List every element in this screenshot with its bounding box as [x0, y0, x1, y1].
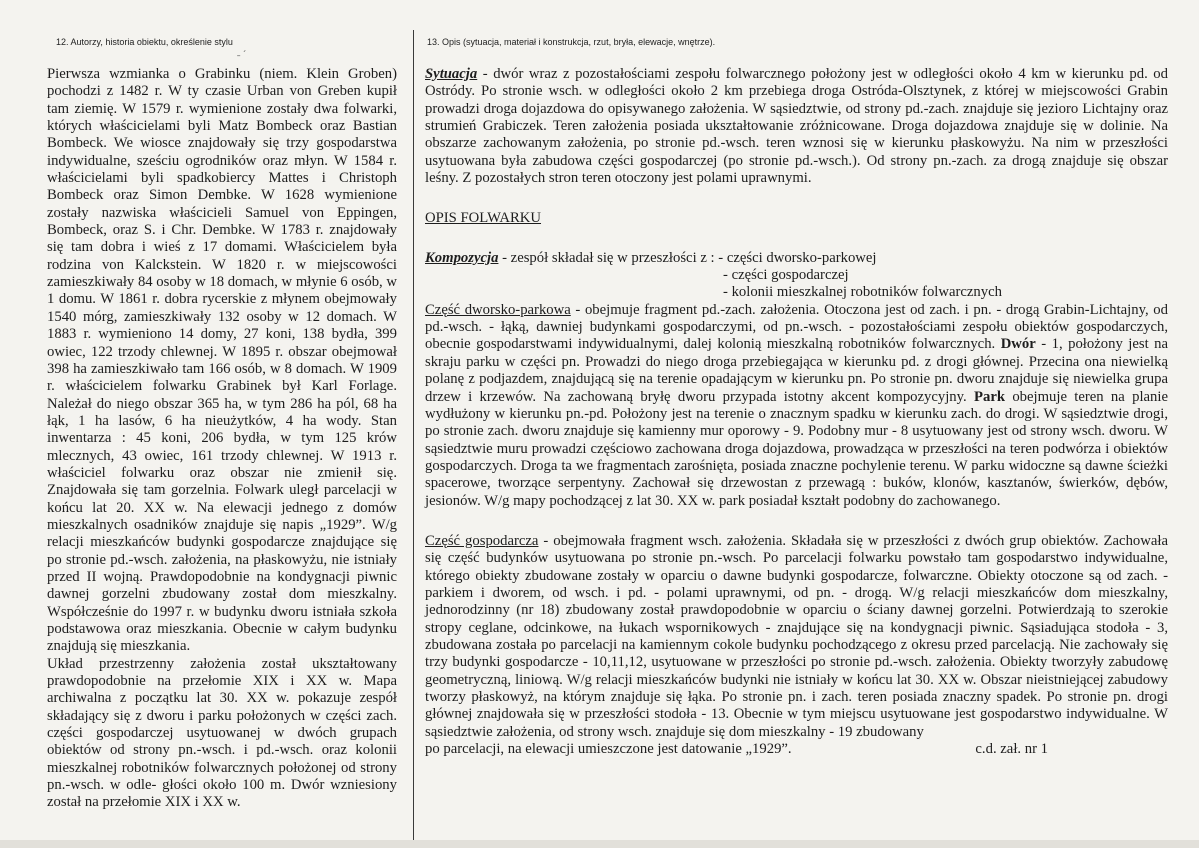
dworsko-parkowa-text: - obejmuje fragment pd.-zach. założenia. Otoczona jest od zach. i pn. - drogą Grabin-Lichtajny, od pd.-wsch. - łąką, dawniej budynkami gospodarczymi, od pn.-wsch. - pozostałościami zespołu obiektów gospodarczych, obecnie gospodarstwami indywidualnymi, dalej kolonią mieszkalną robotników folwarcznych.: [425, 301, 1168, 353]
gospodarcza-text: - obejmowała fragment wsch. założenia. Składała się w przeszłości z dwóch grup obiektów. Zachowała się część budynków usytuowana po stronie pn.-wsch. Po parcelacji folwarku powstało tam gospodarstwo indywidualne, którego obiekty zbudowane zostały w oparciu o dawne budynki gospodarcze, folwarczne. Obiekty otoczone są od zach. - parkiem i dworem, od wsch. i pd. - polami uprawnymi, od pn. - drogą. W/g relacji mieszkańców dom mieszkalny, jednorodzinny (nr 18) zbudowany został prawdopodobnie w oparciu o ściany dawnej gorzelni. Potwierdzają to szerokie stropy ceglane, odcinkowe, na łukach wspornikowych - znajdujące się na kondygnacji piwnic. Sąsiadująca stodoła - 3, zbudowana została po parcelacji na kamiennym cokole budynku pochodzącego z okresu przed parcelacją. Nie zachowały się trzy budynki gospodarcze - 10,11,12, usytuowane w przeszłości po stronie pd.-wsch. założenia. Obiekty tworzyły zabudowę geometryczną, liniową. W/g relacji mieszkańców budynki nie istniały w końcu lat 30. XX w. Obszar nieistniejącej zabudowy tworzy płaskowyż, na którym znajduje się łąka. Po stronie pn. i zach. teren posiada znaczny spadek. Po stronie pn. drogi głównej znajdowała się w przeszłości stodoła - 13. Obecnie w tym miejscu usytuowane jest gospodarstwo indywidualne. W sąsiedztwie założenia, od strony wsch. znajduje się dom mieszkalny - 19 zbudowany: [425, 532, 1168, 740]
description-column: [425, 66, 1168, 758]
section-heading: OPIS FOLWARKU: [425, 210, 542, 227]
continuation-note: c.d. zał. nr 1: [975, 741, 1048, 758]
gospodarcza-paragraph: [425, 533, 1168, 741]
dwor-text: - 1, położony jest na skraju parku w części pn. Prowadzi do niego droga przebiegająca w kierunku pd. z drogi głównej. Przecina ona niewielką polanę z podjazdem, znajdującą się na terenie opadającym w kierunku pn. Po stronie pn. dworu znajduje się niewielka grupa drzew i krzewów. Na zachowaną bryłę dworu przypada istotny akcent kompozycyjny.: [425, 336, 1169, 405]
kompozycja-item: - kolonii mieszkalnej robotników folwarcznych: [723, 284, 1002, 301]
left-column-header: 12. Autorzy, historia obiektu, określenie stylu: [56, 37, 233, 47]
final-line: [425, 741, 1168, 758]
page-bottom-edge: [0, 840, 1199, 848]
dworsko-parkowa-label: Część dworsko-parkowa: [425, 301, 571, 318]
history-column: [47, 66, 397, 812]
gospodarcza-label: Część gospodarcza: [425, 532, 539, 549]
column-divider: [413, 30, 414, 845]
kompozycja-text: - zespół składał się w przeszłości z : - części dworsko-parkowej: [498, 249, 877, 266]
gospodarcza-last-line: po parcelacji, na elewacji umieszczone jest datowanie „1929”.: [425, 741, 792, 758]
pen-mark: ˗ ˊ: [237, 50, 247, 61]
sytuacja-paragraph: [425, 66, 1168, 187]
kompozycja-label: Kompozycja: [425, 249, 499, 266]
dwor-label: Dwór: [1000, 336, 1036, 353]
sytuacja-text: - dwór wraz z pozostałościami zespołu folwarcznego położony jest w odległości około 4 km w kierunku pd. od Ostródy. Po stronie wsch. w odległości około 2 km przebiega droga Ostróda-Olsztynek, z której w miejscowości Grabin prowadzi droga dojazdowa do opisywanego założenia. W sąsiedztwie, od strony pd.-zach. znajduje się jezioro Lichtajny oraz strumień Grabiczek. Teren założenia posiada ukształtowanie zróżnicowane. Droga dojazdowa znajduje się w dolinie. Na obszarze zachowanym założenia, po stronie pd.-wsch. teren wznosi się w kierunku płaskowyżu. Na nim w przeszłości usytuowana była zabudowa części gospodarczej (po stronie pd.-wsch.). Od strony pn.-zach. za drogą znajduje się obszar leśny. Z pozostałych stron teren otoczony jest polami uprawnymi.: [425, 66, 1168, 187]
history-paragraph-2: Układ przestrzenny założenia został ukształtowany prawdopodobnie na przełomie XIX i XX w. Mapa archiwalna z początku lat 30. XX w. pokazuje zespół składający się z dworu i parku położonych w części zach. części gospodarczej usytuowanej w dwóch grupach obiektów od strony pn.-wsch. i pd.-wsch. oraz kolonii mieszkalnej robotników folwarcznych położonej od strony pn.-wsch. w odle- głości około 100 m. Dwór wzniesiony został na przełomie XIX i XX w.: [47, 655, 397, 811]
dworsko-parkowa-paragraph: [425, 302, 1168, 510]
history-paragraph-1: Pierwsza wzmianka o Grabinku (niem. Klein Groben) pochodzi z 1482 r. W ty czasie Urban von Greben kupił tam ziemię. W 1579 r. wymienione zostały dwa folwarki, których właścicielami byli Matz Bombeck oraz Bastian Bombeck. We wiosce znajdowały się trzy gospodarstwa indywidualne, sześciu ogrodników oraz młyn. W 1584 r. właścicielami byli spadkobiercy Mattes i Christoph Bombeck oraz Simon Dembke. W 1628 wymienione zostały nazwiska właścicieli Samuel von Eppingen, Bombeck, oraz S. i Chr. Dembke. W 1783 r. znajdowały się tam dobra i wieś z 17 domami. Właścicielem była rodzina von Kalckstein. W 1820 r. w miejscowości zamieszkiwały 84 osoby w 18 domach, w młynie 6 osób, w 1 domu. W 1861 r. dobra rycerskie z młynem obejmowały 1540 mórg, zamieszkiwały 132 osoby w 12 domach. W 1883 r. wymieniono 14 domy, 27 koni, 138 bydła, 399 owiec, 122 trzody chlewnej. W 1895 r. obszar obejmował 398 ha zamieszkiwało tam 166 osób, w 8 domach. W 1909 r. właścicielem folwarku Grabinek był Karl Forlage. Należał do niego obszar 365 ha, w tym 286 ha pól, 68 ha łąk, 1 ha lasów, 6 ha nieużytków, 4 ha wody. Stan inwentarza : 45 koni, 206 bydła, w tym 125 krów mlecznych, 43 owiec, 161 trzody chlewnej. W 1913 r. właściciel folwarku oraz obszar nie zmienił się. Znajdowała się tam gorzelnia. Folwark uległ parcelacji w końcu lat 20. XX w. Na elewacji jednego z domów mieszkalnych osadników znajduje się napis „1929”. W/g relacji mieszkańców budynki gospodarcze znajdujące się po stronie pd.-wsch. założenia, na płaskowyżu, nie istniały przed II wojną. Prawdopodobnie na kondygnacji piwnic dawnej gorzelni zbudowany został dom mieszkalny. Współcześnie do 1997 r. w budynku dworu istniała szkoła podstawowa oraz mieszkania. Obecnie w całym budynku znajdują się mieszkania.: [47, 66, 397, 655]
park-text: obejmuje teren na planie wydłużony w kierunku pn.-pd. Położony jest na terenie o znacznym spadku w kierunku zach. do drogi. W sąsiedztwie drogi, po stronie zach. dworu znajduje się kamienny mur oporowy - 9. Podobny mur - 8 usytuowany jest od strony wsch. dworu. W sąsiedztwie muru prowadzi częściowo zachowana droga dojazdowa, prowadząca w przeszłości na teren podwórza i obiektów gospodarczych. Droga ta we fragmentach zarośnięta, posiada znaczne pochylenie terenu. W parku widoczne są dawne ścieżki spacerowe, tworzące serpentyny. Zachował się drzewostan z przewagą : buków, klonów, kasztanów, świerków, dębów, jesionów. W/g mapy pochodzącej z lat 30. XX w. park posiadał kształt podobny do zachowanego.: [425, 388, 1168, 509]
right-column-header: 13. Opis (sytuacja, materiał i konstrukcja, rzut, bryła, elewacje, wnętrze).: [427, 37, 716, 47]
kompozycja-line: [425, 250, 1168, 267]
park-label: Park: [974, 388, 1006, 405]
sytuacja-label: Sytuacja: [425, 66, 478, 82]
kompozycja-item: - części gospodarczej: [723, 267, 849, 284]
